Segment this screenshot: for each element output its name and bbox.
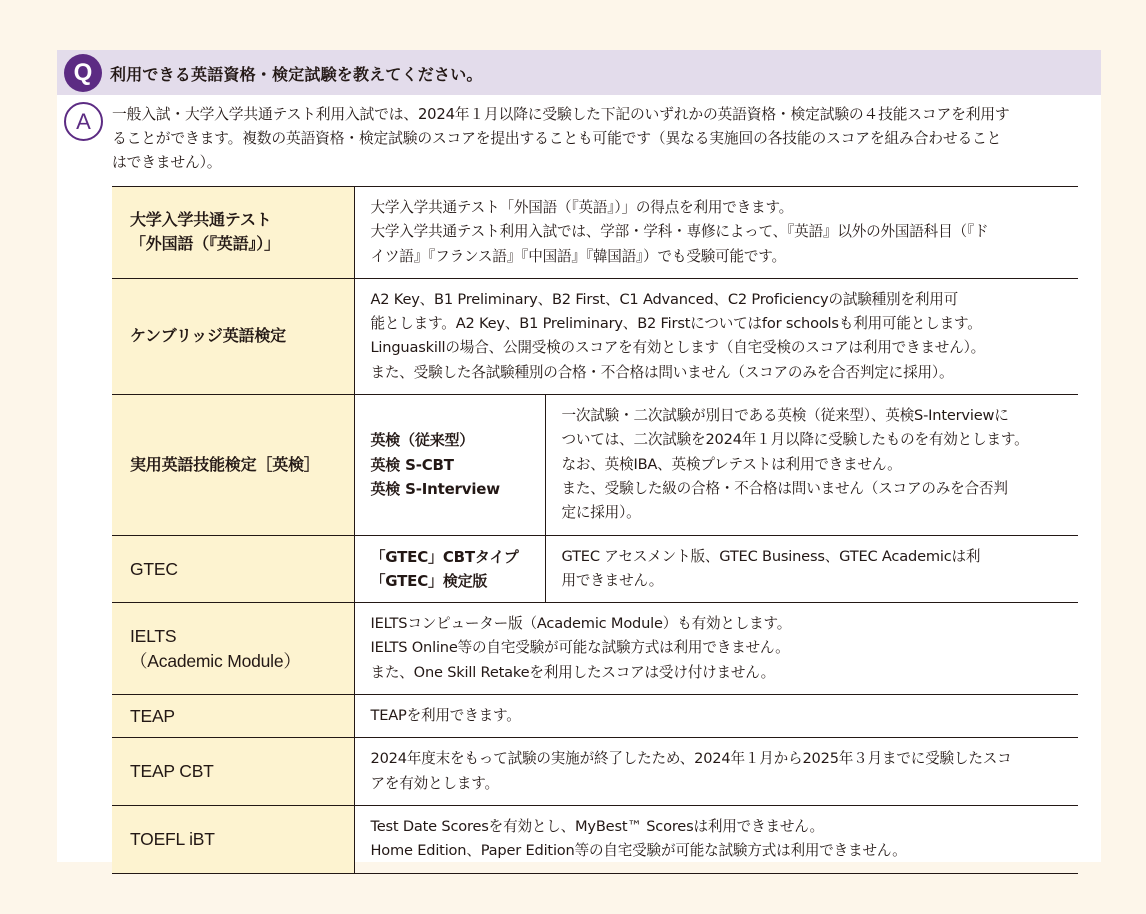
exam-name: ケンブリッジ英語検定: [130, 326, 286, 346]
exam-description-line: GTEC アセスメント版、GTEC Business、GTEC Academicは利: [561, 547, 981, 565]
exam-description-cell: [354, 738, 1078, 806]
answer-text: [112, 103, 1084, 175]
exam-description-line: 用できません。: [561, 571, 664, 589]
exam-description-line: A2 Key、B1 Preliminary、B2 First、C1 Advanced、C2 Proficiencyの試験種別を利用可: [370, 290, 959, 308]
exam-name-cell: [112, 278, 354, 394]
exam-type-cell: [354, 535, 545, 603]
faq-card: [57, 50, 1101, 862]
exam-name: IELTS: [130, 626, 177, 647]
exam-name: TOEFL iBT: [130, 829, 215, 850]
exam-description-line: イツ語』『フランス語』『中国語』『韓国語』）でも受験可能です。: [370, 247, 786, 265]
answer-line: ることができます。複数の英語資格・検定試験のスコアを提出することも可能です（異なる実施回の各技能のスコアを組み合わせること: [112, 130, 1002, 147]
exam-type-cell: [354, 395, 545, 535]
exam-name: 大学入学共通テスト: [130, 210, 272, 230]
exam-name: 「外国語（『英語』）」: [130, 234, 280, 254]
exam-description-line: Home Edition、Paper Edition等の自宅受験が可能な試験方式は利用できません。: [370, 842, 907, 860]
exam-description-cell: [354, 805, 1078, 873]
exam-description-line: 定に採用）。: [561, 504, 641, 522]
exam-type: 「GTEC」CBTタイプ: [370, 547, 519, 566]
question-badge: Q: [64, 54, 102, 92]
table-row: [112, 535, 1078, 603]
question-bar: [57, 50, 1101, 95]
answer-badge: A: [64, 102, 103, 141]
exam-name-cell: [112, 535, 354, 603]
exam-description-line: Test Date Scoresを有効とし、MyBest™ Scoresは利用できません。: [370, 817, 824, 835]
exam-description-line: なお、英検IBA、英検プレテストは利用できません。: [561, 455, 902, 473]
exam-type: 英検（従来型）: [370, 431, 475, 450]
exam-description-cell: [354, 603, 1078, 695]
exam-description-line: TEAPを利用できます。: [370, 707, 521, 725]
exam-description-cell: [354, 695, 1078, 738]
exam-name: TEAP: [130, 706, 175, 727]
exam-description-line: また、受験した級の合格・不合格は問いません（スコアのみを合否判: [561, 479, 1008, 497]
table-row: [112, 738, 1078, 806]
exam-description-line: IELTSコンピューター版（Academic Module）も有効とします。: [370, 615, 792, 633]
exam-name: TEAP CBT: [130, 761, 214, 782]
exam-description-line: 2024年度末をもって試験の実施が終了したため、2024年１月から2025年３月までに受験したスコ: [370, 750, 1012, 768]
exam-description-line: Linguaskillの場合、公開受検のスコアを有効とします（自宅受検のスコアは利用できません）。: [370, 339, 986, 357]
exam-name-cell: [112, 603, 354, 695]
exam-description-line: IELTS Online等の自宅受験が可能な試験方式は利用できません。: [370, 639, 790, 657]
exam-type: 英検 S-Interview: [370, 479, 500, 498]
exam-description-cell: [545, 395, 1078, 535]
exam-description-line: 一次試験・二次試験が別日である英検（従来型）、英検S-Interviewに: [561, 407, 1009, 425]
exam-name: GTEC: [130, 558, 178, 579]
exam-name-cell: [112, 187, 354, 279]
exam-description-line: ついては、二次試験を2024年１月以降に受験したものを有効とします。: [561, 431, 1029, 449]
exam-description-line: アを有効とします。: [370, 774, 499, 792]
exam-name: 実用英語技能検定［英検］: [130, 454, 320, 474]
exam-table: [112, 186, 1078, 874]
exam-name-cell: [112, 738, 354, 806]
exam-description-cell: [545, 535, 1078, 603]
exam-type: 「GTEC」検定版: [370, 571, 488, 590]
table-row: [112, 695, 1078, 738]
exam-description-line: また、One Skill Retakeを利用したスコアは受け付けません。: [370, 663, 775, 681]
exam-name-cell: [112, 395, 354, 535]
exam-description-line: 大学入学共通テスト利用入試では、学部・学科・専修によって、『英語』以外の外国語科目（『ド: [370, 223, 989, 241]
answer-line: はできません）。: [112, 154, 222, 171]
exam-name-cell: [112, 695, 354, 738]
table-row: [112, 187, 1078, 279]
exam-description-line: また、受験した各試験種別の合格・不合格は問いません（スコアのみを合否判定に採用）。: [370, 363, 954, 381]
table-row: [112, 805, 1078, 873]
table-row: [112, 278, 1078, 394]
exam-description-line: 能とします。A2 Key、B1 Preliminary、B2 Firstについてはfor schoolsも利用可能とします。: [370, 315, 982, 333]
exam-name: （Academic Module）: [130, 650, 301, 671]
table-row: [112, 395, 1078, 535]
question-text: 利用できる英語資格・検定試験を教えてください。: [110, 65, 483, 84]
exam-description-line: 大学入学共通テスト「外国語（『英語』）」の得点を利用できます。: [370, 199, 794, 216]
exam-name-cell: [112, 805, 354, 873]
answer-line: 一般入試・大学入学共通テスト利用入試では、2024年１月以降に受験した下記のいずれかの英語資格・検定試験の４技能スコアを利用す: [112, 106, 1010, 123]
table-row: [112, 603, 1078, 695]
exam-description-cell: [354, 278, 1078, 394]
exam-type: 英検 S-CBT: [370, 455, 454, 474]
exam-description-cell: [354, 187, 1078, 279]
